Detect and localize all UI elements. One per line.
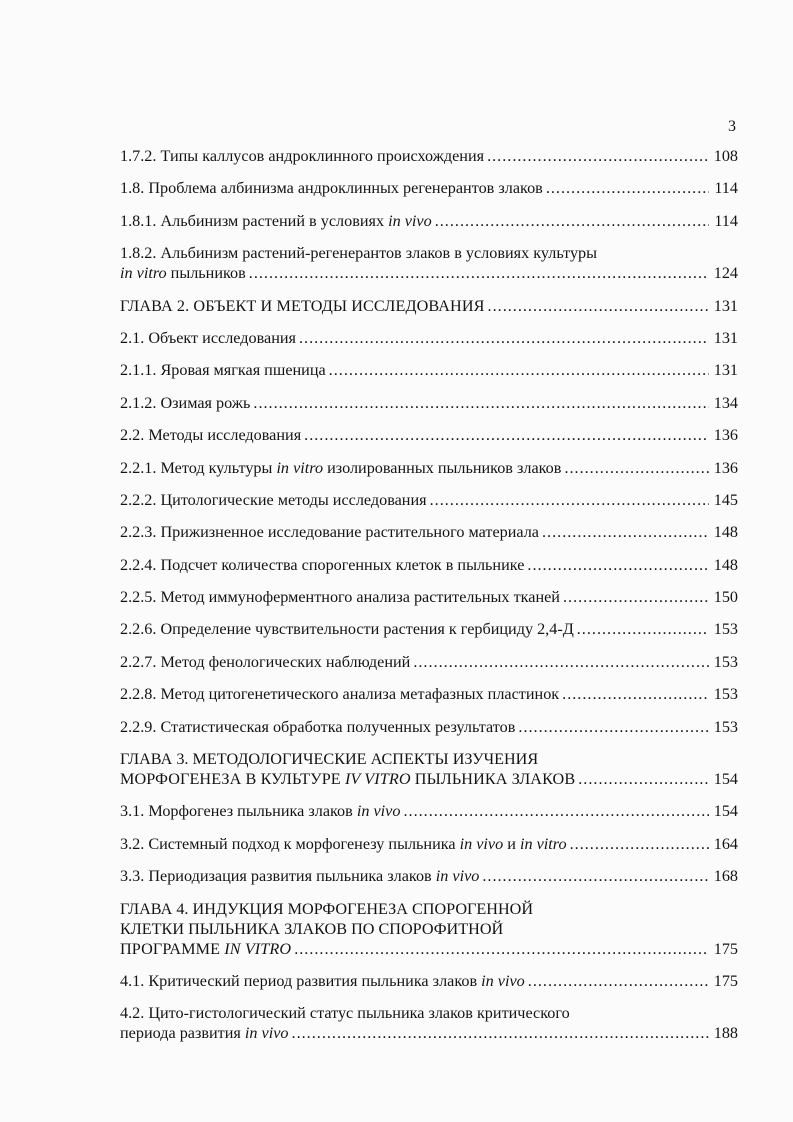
toc-entry-line: ГЛАВА 4. ИНДУКЦИЯ МОРФОГЕНЕЗА СПОРОГЕННОЙ [120, 899, 534, 918]
toc-entry-ch2 [120, 296, 738, 316]
leader-dots [570, 834, 709, 854]
toc-page-number: 134 [713, 393, 738, 412]
toc-entry-line: КЛЕТКИ ПЫЛЬНИКА ЗЛАКОВ ПО СПОРОФИТНОЙ [120, 919, 504, 938]
toc-page-number: 131 [713, 296, 738, 315]
toc-title-segment: in vivo [481, 971, 525, 990]
toc-entry-2-2-3 [120, 522, 738, 542]
toc-entry-row [120, 211, 738, 231]
leader-dots [482, 866, 708, 886]
toc-entry-row [120, 684, 738, 704]
toc-title-segment: ГЛАВА 2. ОБЪЕКТ И МЕТОДЫ ИССЛЕДОВАНИЯ [120, 296, 485, 315]
toc-entry-ch4 [120, 899, 738, 959]
toc-page-number: 148 [713, 555, 738, 574]
toc-entry-1-8 [120, 178, 738, 198]
toc-entry-2-2-5 [120, 587, 738, 607]
leader-dots [430, 490, 709, 510]
toc-entry-title [120, 458, 561, 478]
toc-entry-row [120, 425, 738, 445]
toc-entry-row [120, 490, 738, 510]
toc-page-number: 153 [713, 685, 738, 704]
toc-title-segment: in vivo [459, 834, 504, 853]
toc-entry-title [120, 211, 432, 231]
toc-entry-title [120, 834, 567, 854]
toc-title-segment: ПРОГРАММЕ [120, 939, 225, 958]
leader-dots [294, 939, 709, 959]
toc-title-segment: 2.2.4. Подсчет количества спорогенных клеток в пыльнике [120, 555, 525, 574]
toc-page-number: 168 [713, 867, 738, 886]
toc-entry-title [120, 939, 291, 959]
toc-entry-3-3 [120, 866, 738, 886]
leader-dots [518, 717, 708, 737]
toc-entry-4-2 [120, 1003, 738, 1043]
toc-entry-title [120, 1023, 289, 1043]
toc-entry-title [120, 178, 543, 198]
toc-entry-row [120, 555, 738, 575]
toc-page-number: 114 [714, 211, 738, 230]
toc-entry-1-8-2 [120, 243, 738, 283]
table-of-contents [120, 146, 738, 1056]
toc-entry-title [120, 360, 326, 380]
toc-title-segment: 3.1. Морфогенез пыльника злаков [120, 802, 357, 821]
toc-entry-title [120, 555, 524, 575]
toc-entry-1-7-2 [120, 146, 738, 166]
toc-page-number: 145 [713, 490, 738, 509]
toc-page-number: 136 [713, 458, 738, 477]
toc-entry-2-2-6 [120, 619, 738, 639]
page-number: 3 [728, 118, 736, 135]
toc-entry-4-1 [120, 971, 738, 991]
toc-title-segment: 3.3. Периодизация развития пыльника злаков [120, 867, 436, 886]
toc-entry-title [120, 769, 575, 789]
toc-entry-2-2-1 [120, 458, 738, 478]
toc-entry-row [120, 971, 738, 991]
leader-dots [329, 360, 709, 380]
toc-title-segment: in vivo [435, 867, 480, 886]
leader-dots [527, 555, 708, 575]
leader-dots [562, 684, 709, 704]
toc-title-segment: МОРФОГЕНЕЗА В КУЛЬТУРЕ [120, 770, 345, 789]
toc-title-segment: 2.1.2. Озимая рожь [120, 393, 251, 412]
toc-title-segment: 1.8. Проблема албинизма андроклинных регенерантов злаков [120, 179, 543, 198]
leader-dots [546, 178, 710, 198]
toc-entry-row [120, 296, 738, 316]
leader-dots [528, 971, 709, 991]
toc-title-segment: 2.2.5. Метод иммуноферментного анализа растительных тканей [120, 588, 560, 607]
toc-title-segment: in vitro [120, 264, 167, 283]
toc-title-segment: 2.2. Методы исследования [120, 426, 302, 445]
toc-entry-title [120, 425, 301, 445]
toc-entry-2-2-2 [120, 490, 738, 510]
toc-entry-3-2 [120, 834, 738, 854]
toc-entry-3-1 [120, 801, 738, 821]
toc-entry-1-8-1 [120, 211, 738, 231]
toc-title-segment: 2.2.6. Определение чувствительности растения к гербициду 2,4-Д [120, 620, 574, 639]
toc-page-number: 114 [714, 179, 738, 198]
toc-title-segment: in vitro [519, 834, 567, 853]
toc-entry-row [120, 458, 738, 478]
toc-title-segment: пыльников [166, 264, 246, 283]
toc-entry-title [120, 587, 560, 607]
toc-entry-line: 4.2. Цито-гистологический статус пыльника злаков критического [120, 1004, 570, 1023]
toc-entry-title [120, 801, 400, 821]
toc-entry-row [120, 769, 738, 789]
toc-entry-row [120, 939, 738, 959]
toc-title-segment: 2.2.7. Метод фенологических наблюдений [120, 652, 411, 671]
toc-title-segment: in vivo [244, 1024, 289, 1043]
toc-page-number: 150 [713, 588, 738, 607]
leader-dots [564, 458, 708, 478]
toc-page-number: 154 [713, 770, 738, 789]
toc-page-number: 148 [713, 523, 738, 542]
leader-dots [253, 393, 708, 413]
leader-dots [577, 619, 709, 639]
toc-entry-title [120, 971, 525, 991]
toc-title-segment: и [503, 834, 520, 853]
toc-page-number: 153 [713, 652, 738, 671]
toc-entry-row [120, 522, 738, 542]
toc-entry-title [120, 522, 539, 542]
toc-entry-row [120, 360, 738, 380]
toc-title-segment: IN VITRO [224, 939, 292, 958]
toc-entry-title [120, 393, 250, 413]
leader-dots [292, 1023, 709, 1043]
toc-entry-row [120, 146, 738, 166]
toc-entry-line: 1.8.2. Альбинизм растений-регенерантов злаков в условиях культуры [120, 244, 598, 263]
toc-entry-row [120, 619, 738, 639]
toc-page-number: 175 [713, 971, 738, 990]
toc-entry-row [120, 834, 738, 854]
leader-dots [488, 296, 709, 316]
leader-dots [542, 522, 709, 542]
toc-title-segment: 1.8.1. Альбинизм растений в условиях [120, 211, 389, 230]
leader-dots [413, 652, 708, 672]
toc-entry-row [120, 1023, 738, 1043]
toc-entry-row [120, 328, 738, 348]
toc-entry-2-2-4 [120, 555, 738, 575]
leader-dots [563, 587, 709, 607]
toc-title-segment: 1.7.2. Типы каллусов андроклинного происхождения [120, 147, 485, 165]
toc-entry-row [120, 393, 738, 413]
toc-entry-2-1-1 [120, 360, 738, 380]
toc-page-number: 124 [713, 264, 738, 283]
toc-entry-row [120, 652, 738, 672]
toc-page-number: 131 [713, 328, 738, 347]
toc-page-number: 154 [713, 802, 738, 821]
toc-title-segment: периода развития [120, 1024, 245, 1043]
toc-title-segment: 3.2. Системный подход к морфогенезу пыльника [120, 834, 460, 853]
toc-entry-2-1-2 [120, 393, 738, 413]
toc-entry-title [120, 490, 427, 510]
toc-entry-2-2 [120, 425, 738, 445]
toc-entry-title [120, 684, 559, 704]
toc-entry-line: ГЛАВА 3. МЕТОДОЛОГИЧЕСКИЕ АСПЕКТЫ ИЗУЧЕНИЯ [120, 750, 539, 769]
toc-entry-row [120, 587, 738, 607]
toc-entry-title [120, 146, 484, 166]
leader-dots [487, 146, 709, 166]
leader-dots [249, 263, 709, 283]
toc-title-segment: 2.2.8. Метод цитогенетического анализа метафазных пластинок [120, 685, 560, 704]
toc-page-number: 108 [713, 147, 738, 165]
leader-dots [435, 211, 710, 231]
leader-dots [578, 769, 708, 789]
toc-entry-title [120, 866, 479, 886]
toc-entry-row [120, 178, 738, 198]
toc-entry-2-2-7 [120, 652, 738, 672]
leader-dots [299, 328, 709, 348]
toc-title-segment: IV VITRO [344, 770, 411, 789]
toc-entry-row [120, 866, 738, 886]
toc-page-number: 175 [713, 939, 738, 958]
toc-entry-title [120, 296, 485, 316]
toc-title-segment: 2.2.3. Прижизненное исследование растительного материала [120, 523, 539, 542]
toc-title-segment: 2.2.9. Статистическая обработка полученных результатов [120, 717, 516, 736]
toc-entry-title [120, 619, 574, 639]
toc-entry-2-1 [120, 328, 738, 348]
toc-page-number: 153 [713, 717, 738, 736]
toc-title-segment: ПЫЛЬНИКА ЗЛАКОВ [410, 770, 576, 789]
toc-entry-title [120, 328, 296, 348]
toc-page-number: 188 [713, 1024, 738, 1043]
toc-title-segment: изолированных пыльников злаков [323, 458, 562, 477]
toc-entry-ch3 [120, 749, 738, 789]
toc-entry-row [120, 801, 738, 821]
toc-entry-row [120, 263, 738, 283]
toc-title-segment: 4.1. Критический период развития пыльника злаков [120, 971, 482, 990]
toc-entry-title [120, 652, 410, 672]
toc-title-segment: 2.2.2. Цитологические методы исследования [120, 490, 427, 509]
leader-dots [304, 425, 709, 445]
toc-title-segment: 2.2.1. Метод культуры [120, 458, 277, 477]
toc-page-number: 153 [713, 620, 738, 639]
toc-page-number: 131 [713, 361, 738, 380]
toc-entry-title [120, 263, 246, 283]
toc-entry-2-2-9 [120, 717, 738, 737]
toc-entry-row [120, 717, 738, 737]
toc-page-number: 136 [713, 426, 738, 445]
toc-title-segment: 2.1.1. Яровая мягкая пшеница [120, 361, 326, 380]
toc-title-segment: in vivo [356, 802, 401, 821]
toc-title-segment: in vitro [276, 458, 324, 477]
toc-entry-title [120, 717, 515, 737]
toc-title-segment: in vivo [388, 211, 432, 230]
toc-entry-2-2-8 [120, 684, 738, 704]
toc-title-segment: 2.1. Объект исследования [120, 328, 296, 347]
leader-dots [403, 801, 708, 821]
toc-page-number: 164 [713, 834, 738, 853]
